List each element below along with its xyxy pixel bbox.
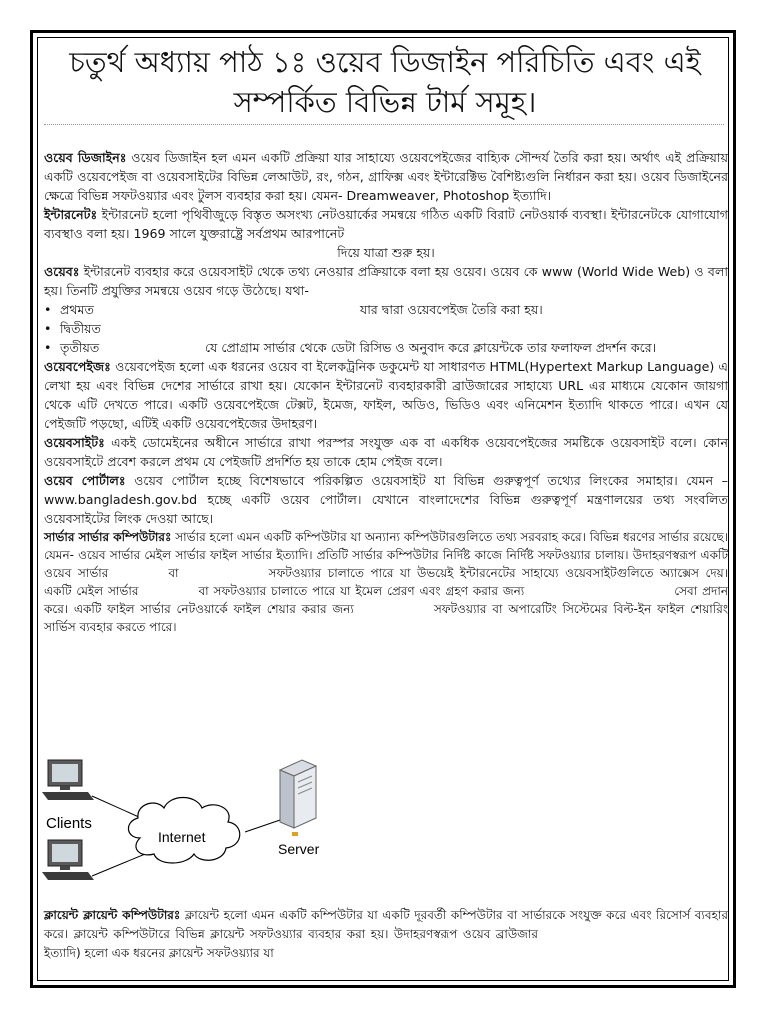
bullet-icon: • xyxy=(44,340,52,355)
list-item-label: প্রথমত xyxy=(60,302,94,317)
paragraph-internet xyxy=(44,205,728,243)
list-item xyxy=(44,338,728,357)
client-link-line xyxy=(92,852,150,876)
heading-webpage: ওয়েবপেইজঃ xyxy=(44,359,111,374)
server-icon xyxy=(280,760,316,836)
text-web: ইন্টারনেট ব্যবহার করে ওয়েবসাইট থেকে তথ্য নেওয়ার প্রক্রিয়াকে বলা হয় ওয়েব। ওয়েব কে www (World Wide Web) ও বলা হয়। তিনটি প্রযুক্তির সমন্বয়ে ওয়েব গড়ে উঠেছে। যথা- xyxy=(44,264,728,298)
bullet-icon: • xyxy=(44,321,52,336)
list-item-desc: যার দ্বারা ওয়েবপেইজ তৈরি করা হয়। xyxy=(360,302,543,317)
bullet-icon: • xyxy=(44,302,52,317)
heading-client: ক্লায়েন্ট ক্লায়েন্ট কম্পিউটারঃ xyxy=(44,908,181,922)
text-client-end: ইত্যাদি) হলো এক ধরনের ক্লায়েন্ট সফটওয়্যার যা xyxy=(44,946,274,960)
heading-website: ওয়েবসাইটঃ xyxy=(44,435,105,450)
list-item xyxy=(44,319,728,338)
list-item-desc: যে প্রোগ্রাম সার্ভার থেকে ডেটা রিসিভ ও অনুবাদ করে ক্লায়েন্টকে তার ফলাফল প্রদর্শন করে। xyxy=(205,340,657,355)
heading-portal: ওয়েব পোর্টালঃ xyxy=(44,473,126,488)
text-portal: ওয়েব পোর্টাল হচ্ছে বিশেষভাবে পরিকল্পিত ওয়েবসাইট যা বিভিন্ন গুরুত্বপূর্ণ তথ্যের লিংকের সমাহার। যেমন – www.bangladesh.gov.bd হচ্ছে একটি ওয়েব পোর্টাল। যেখানে বাংলাদেশের বিভিন্ন গুরুত্বপূর্ণ মন্ত্রণালয়ের তথ্য সংবলিত ওয়েবসাইটের লিংক দেওয়া আছে। xyxy=(44,473,728,526)
title-divider xyxy=(44,124,724,125)
text-server-b: সফটওয়্যার চালাতে পারে যা উভয়েই ইন্টারনেটের সাহায্যে ওয়েবসাইটগুলিতে অ্যাক্সেস দেয়। একটি মেইল সার্ভার xyxy=(44,566,728,598)
text-webpage: ওয়েবপেইজ হলো এক ধরনের ওয়েব বা ইলেকট্রনিক ডকুমেন্ট যা সাধারণত HTML(Hypertext Markup Language) এ লেখা হয় এবং বিভিন্ন দেশের সার্ভারে রাখা হয়। যেকোন ইন্টারনেট ব্যবহারকারী ব্রাউজারের সাহায্যে URL এর মাধ্যমে যেকোন জায়গা থেকে এটি দেখতে পারে। একটি ওয়েবপেইজে টেক্সট, ইমেজ, ফাইল, অডিও, ভিডিও এবং এনিমেশন ইত্যাদি থাকতে পারে। এখন যে পেইজটি পড়ছো, এটিই একটি ওয়েবপেইজের উদাহরণ। xyxy=(44,359,728,431)
server-link-line xyxy=(245,820,280,832)
text-server: সার্ভার হলো এমন একটি কম্পিউটার যা অন্যান্য কম্পিউটারগুলিতে তথ্য সরবরাহ করে। বিভিন্ন ধরণের সার্ভার রয়েছে। যেমন- ওয়েব সার্ভার মেইল সার্ভার ফাইল সার্ভার ইত্যাদি। প্রতিটি সার্ভার কম্পিউটার নির্দিষ্ট কাজে নির্দিষ্ট সফটওয়্যার চালায়। উদাহরণস্বরূপ একটি ওয়েব সার্ভার xyxy=(44,530,728,580)
text-web-design: ওয়েব ডিজাইন হল এমন একটি প্রক্রিয়া যার সাহায্যে ওয়েবপেইজের বাহ্যিক সৌন্দর্য তৈরি করা হয়। অর্থাৎ এই প্রক্রিয়ায় একটি ওয়েবপেইজ বা ওয়েবসাইটের বিভিন্ন লেআউট, রং, গঠন, গ্রাফিক্স এবং ইন্টারেক্টিভ বৈশিষ্ট্যগুলি নির্ধারন করা হয়। ওয়েব ডিজাইনের ক্ষেত্রে বিভিন্ন সফটওয়্যার এবং টুলস ব্যবহার করা হয়। যেমন- Dreamweaver, Photoshop ইত্যাদি। xyxy=(44,150,728,203)
client-section xyxy=(44,906,728,963)
client-computer-icon xyxy=(42,760,94,800)
text-server-c: বা xyxy=(198,584,209,598)
client-computer-icon xyxy=(42,840,94,880)
server-label: Server xyxy=(278,841,320,857)
text-server-d: সফটওয়্যার চালাতে পারে যা ইমেল প্রেরণ এবং গ্রহণ করার জন্য xyxy=(213,584,525,598)
paragraph-portal xyxy=(44,471,728,528)
paragraph-server xyxy=(44,528,728,636)
text-client: ক্লায়েন্ট হলো এমন একটি কম্পিউটার যা একটি দূরবর্তী কম্পিউটার বা সার্ভারকে সংযুক্ত করে এবং রিসোর্স ব্যবহার করে। ক্লায়েন্ট কম্পিউটারে বিভিন্ন ক্লায়েন্ট সফটওয়্যার ব্যবহার করা হয়। উদাহরণস্বরূপ ওয়েব ব্রাউজার xyxy=(44,908,728,941)
text-internet: ইন্টারনেট হলো পৃথিবীজুড়ে বিস্তৃত অসংখ্য নেটওয়ার্কের সমন্বয়ে গঠিত একটি বিরাট নেটওয়ার্ক ব্যবস্থা। ইন্টারনেটকে যোগাযোগ ব্যবস্থাও বলা হয়। 1969 সালে যুক্তরাষ্ট্রে সর্বপ্রথম আরপানেট xyxy=(44,207,728,241)
paragraph-website xyxy=(44,433,728,471)
internet-line2: দিয়ে যাত্রা শুরু হয়। xyxy=(337,245,435,260)
list-item xyxy=(44,300,728,319)
page-title: চতুর্থ অধ্যায় পাঠ ১ঃ ওয়েব ডিজাইন পরিচিতি এবং এই সম্পর্কিত বিভিন্ন টার্ম সমূহ। xyxy=(69,45,701,119)
paragraph-web xyxy=(44,262,728,300)
list-item-label: তৃতীয়ত xyxy=(60,340,100,355)
heading-web-design: ওয়েব ডিজাইনঃ xyxy=(44,150,127,165)
heading-web: ওয়েবঃ xyxy=(44,264,80,279)
paragraph-webpage xyxy=(44,357,728,433)
internet-label: Internet xyxy=(158,829,206,845)
client-server-diagram xyxy=(40,752,340,902)
text-server-e: সেবা প্রদান করে। একটি ফাইল সার্ভার নেটওয়ার্কে ফাইল শেয়ার করার জন্য xyxy=(44,584,728,616)
text-server-f: সফটওয়্যার বা অপারেটিং সিস্টেমের বিল্ট-ইন ফাইল শেয়ারিং সার্ভিস ব্যবহার করতে পারে। xyxy=(44,602,728,634)
text-website: একই ডোমেইনের অধীনে সার্ভারে রাখা পরস্পর সংযুক্ত এক বা একধিক ওয়েবপেইজের সমষ্টিকে ওয়েবসাইট বলে। কোন ওয়েবসাইটে প্রবেশ করলে প্রথম যে পেইজটি প্রদর্শিত হয় তাকে হোম পেইজ বলে। xyxy=(44,435,728,469)
list-item-label: দ্বিতীয়ত xyxy=(60,321,102,336)
text-server-a: বা xyxy=(168,566,179,580)
clients-label: Clients xyxy=(46,815,92,832)
heading-server: সার্ভার সার্ভার কম্পিউটারঃ xyxy=(44,530,172,544)
paragraph-web-design xyxy=(44,148,728,205)
document-body xyxy=(44,148,728,636)
heading-internet: ইন্টারনেটঃ xyxy=(44,207,98,222)
paragraph-client xyxy=(44,906,728,963)
web-tech-list xyxy=(44,300,728,357)
